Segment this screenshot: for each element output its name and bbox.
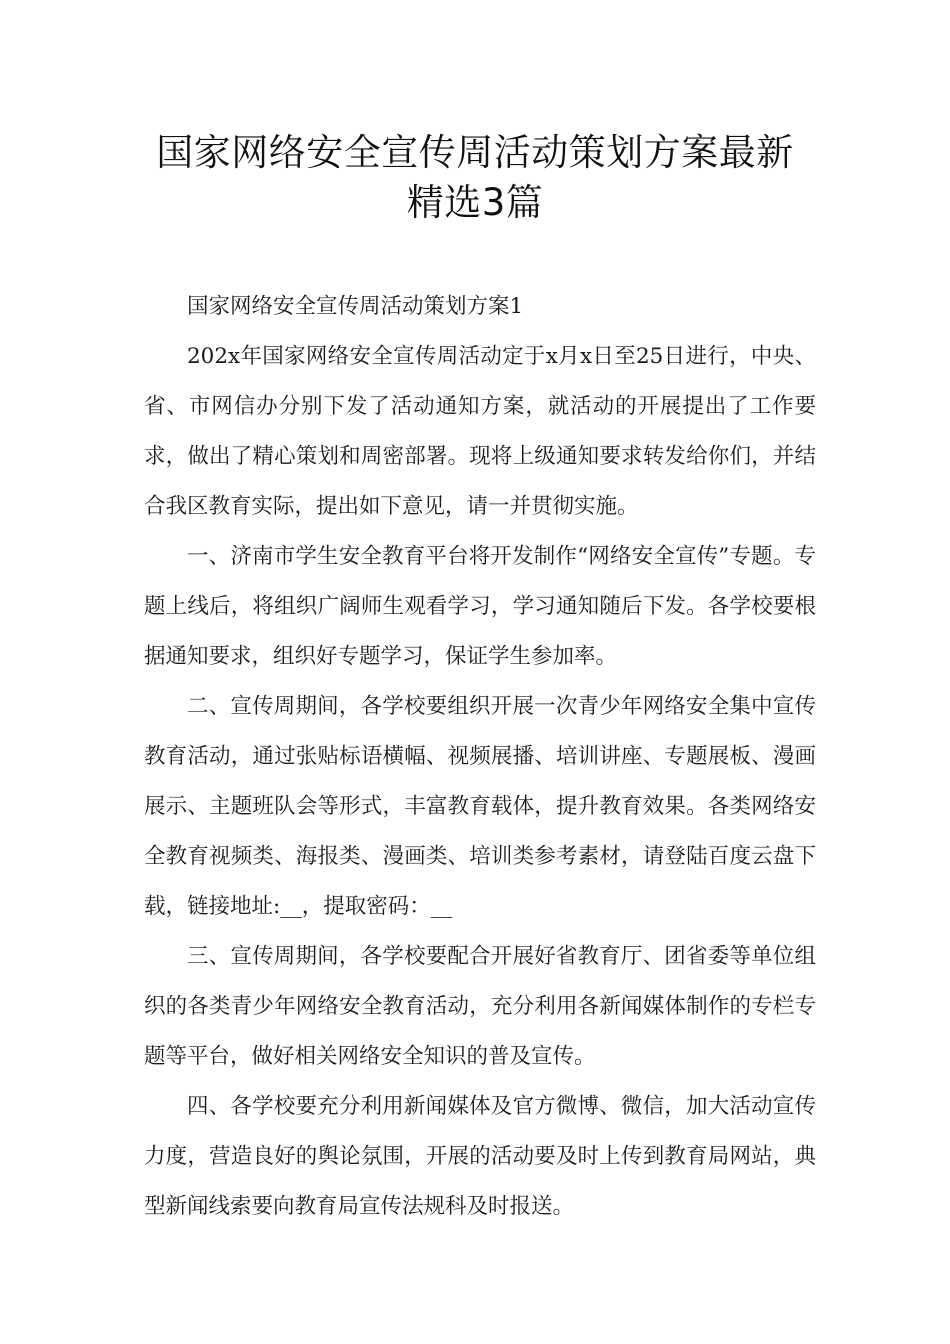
paragraph-item-4: 四、各学校要充分利用新闻媒体及官方微博、微信，加大活动宣传力度，营造良好的舆论氛围，开展的活动要及时上传到教育局网站，典型新闻线索要向教育局宣传法规科及时报送。 bbox=[144, 1094, 816, 1219]
document-title bbox=[120, 128, 830, 228]
paragraph-item-2: 二、宣传周期间，各学校要组织开展一次青少年网络安全集中宣传教育活动，通过张贴标语横幅、视频展播、培训讲座、专题展板、漫画展示、主题班队会等形式，丰富教育载体，提升教育效果。各类网络安全教育视频类、海报类、漫画类、培训类参考素材，请登陆百度云盘下载，链接地址:__，提取密码：__ bbox=[144, 694, 816, 919]
paragraph-item-1: 一、济南市学生安全教育平台将开发制作“网络安全宣传”专题。专题上线后，将组织广阔师生观看学习，学习通知随后下发。各学校要根据通知要求，组织好专题学习，保证学生参加率。 bbox=[144, 544, 816, 669]
section-heading: 国家网络安全宣传周活动策划方案1 bbox=[187, 294, 524, 319]
paragraph-intro: 202x年国家网络安全宣传周活动定于x月x日至25日进行，中央、省、市网信办分别下发了活动通知方案，就活动的开展提出了工作要求，做出了精心策划和周密部署。现将上级通知要求转发给你们，并结合我区教育实际，提出如下意见，请一并贯彻实施。 bbox=[144, 344, 816, 519]
paragraph-item-3: 三、宣传周期间，各学校要配合开展好省教育厅、团省委等单位组织的各类青少年网络安全教育活动，充分利用各新闻媒体制作的专栏专题等平台，做好相关网络安全知识的普及宣传。 bbox=[144, 944, 816, 1069]
title-line-2: 精选3篇 bbox=[406, 181, 544, 224]
document-body bbox=[144, 282, 816, 1232]
title-line-1: 国家网络安全宣传周活动策划方案最新 bbox=[156, 131, 794, 174]
